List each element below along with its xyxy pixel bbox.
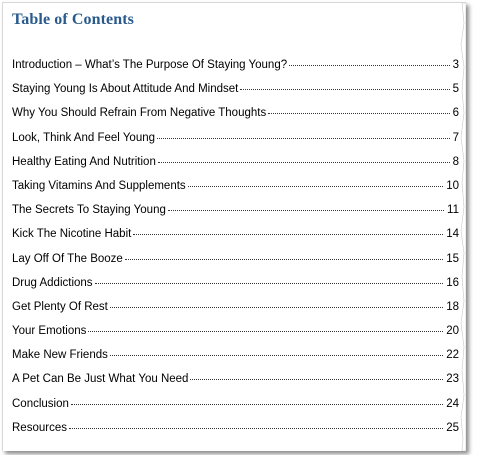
- toc-entry-label: Get Plenty Of Rest: [12, 300, 108, 313]
- toc-entry-label: Kick The Nicotine Habit: [12, 228, 132, 241]
- toc-entry[interactable]: [12, 398, 459, 422]
- toc-entry[interactable]: [12, 277, 459, 301]
- toc-entry-page: 14: [446, 228, 459, 241]
- toc-entry[interactable]: [12, 180, 459, 204]
- toc-entry-label: Taking Vitamins And Supplements: [12, 179, 186, 192]
- dot-leader: [168, 210, 444, 211]
- document-page: [2, 2, 466, 451]
- toc-entry-page: 25: [446, 421, 459, 434]
- dot-leader: [190, 379, 443, 380]
- toc-entry[interactable]: [12, 156, 459, 180]
- toc-entry-page: 15: [446, 252, 459, 265]
- toc-entry-label: A Pet Can Be Just What You Need: [12, 373, 189, 386]
- toc-entry-label: Look, Think And Feel Young: [12, 131, 156, 144]
- toc-entry-page: 22: [446, 349, 459, 362]
- toc-entry-label: Make New Friends: [12, 349, 108, 362]
- toc-entry-label: Your Emotions: [12, 325, 87, 338]
- toc-entry-label: Lay Off Of The Booze: [12, 252, 123, 265]
- dot-leader: [240, 89, 449, 90]
- toc-entry[interactable]: [12, 107, 459, 131]
- toc-entry-label: Staying Young Is About Attitude And Mindset: [12, 83, 239, 96]
- dot-leader: [133, 234, 443, 235]
- toc-entry-label: Why You Should Refrain From Negative Thoughts: [12, 107, 267, 120]
- toc-entry[interactable]: [12, 253, 459, 277]
- dot-leader: [71, 404, 443, 405]
- toc-entry[interactable]: [12, 422, 459, 446]
- toc-entry-page: 16: [446, 276, 459, 289]
- toc-entry-page: 18: [446, 300, 459, 313]
- toc-entry-page: 20: [446, 325, 459, 338]
- toc-entry[interactable]: [12, 204, 459, 228]
- toc-entry[interactable]: [12, 83, 459, 107]
- toc-entry-label: Conclusion: [12, 397, 69, 410]
- toc-entry[interactable]: [12, 132, 459, 156]
- toc-entry[interactable]: [12, 228, 459, 252]
- dot-leader: [188, 186, 444, 187]
- toc-entry-page: 8: [452, 155, 459, 168]
- dot-leader: [158, 162, 450, 163]
- toc-entry-label: Healthy Eating And Nutrition: [12, 155, 156, 168]
- toc-entry-label: Resources: [12, 421, 67, 434]
- toc-entry-page: 11: [447, 204, 459, 217]
- toc-entry-page: 3: [452, 59, 459, 71]
- dot-leader: [157, 138, 450, 139]
- toc-entry[interactable]: [12, 301, 459, 325]
- toc-entry-label: Drug Addictions: [12, 276, 93, 289]
- dot-leader: [88, 331, 443, 332]
- toc-entry-page: 5: [452, 83, 459, 96]
- dot-leader: [95, 283, 444, 284]
- toc-entry-page: 23: [446, 373, 459, 386]
- toc-entry-page: 7: [452, 131, 459, 144]
- dot-leader: [69, 428, 443, 429]
- toc-entry[interactable]: [12, 349, 459, 373]
- dot-leader: [110, 355, 443, 356]
- dot-leader: [110, 307, 443, 308]
- toc-entry[interactable]: [12, 373, 459, 397]
- toc-entry[interactable]: [12, 59, 459, 83]
- toc-entry-page: 10: [446, 179, 459, 192]
- toc-entry[interactable]: [12, 325, 459, 349]
- dot-leader: [289, 65, 449, 66]
- dot-leader: [268, 113, 449, 114]
- toc-title: Table of Contents: [12, 11, 135, 28]
- toc-entry-label: Introduction – What’s The Purpose Of Staying Young?: [12, 59, 288, 71]
- dot-leader: [125, 259, 443, 260]
- toc-entry-page: 24: [446, 397, 459, 410]
- toc-entry-label: The Secrets To Staying Young: [12, 204, 166, 217]
- toc-list: [12, 59, 459, 446]
- toc-entry-page: 6: [452, 107, 459, 120]
